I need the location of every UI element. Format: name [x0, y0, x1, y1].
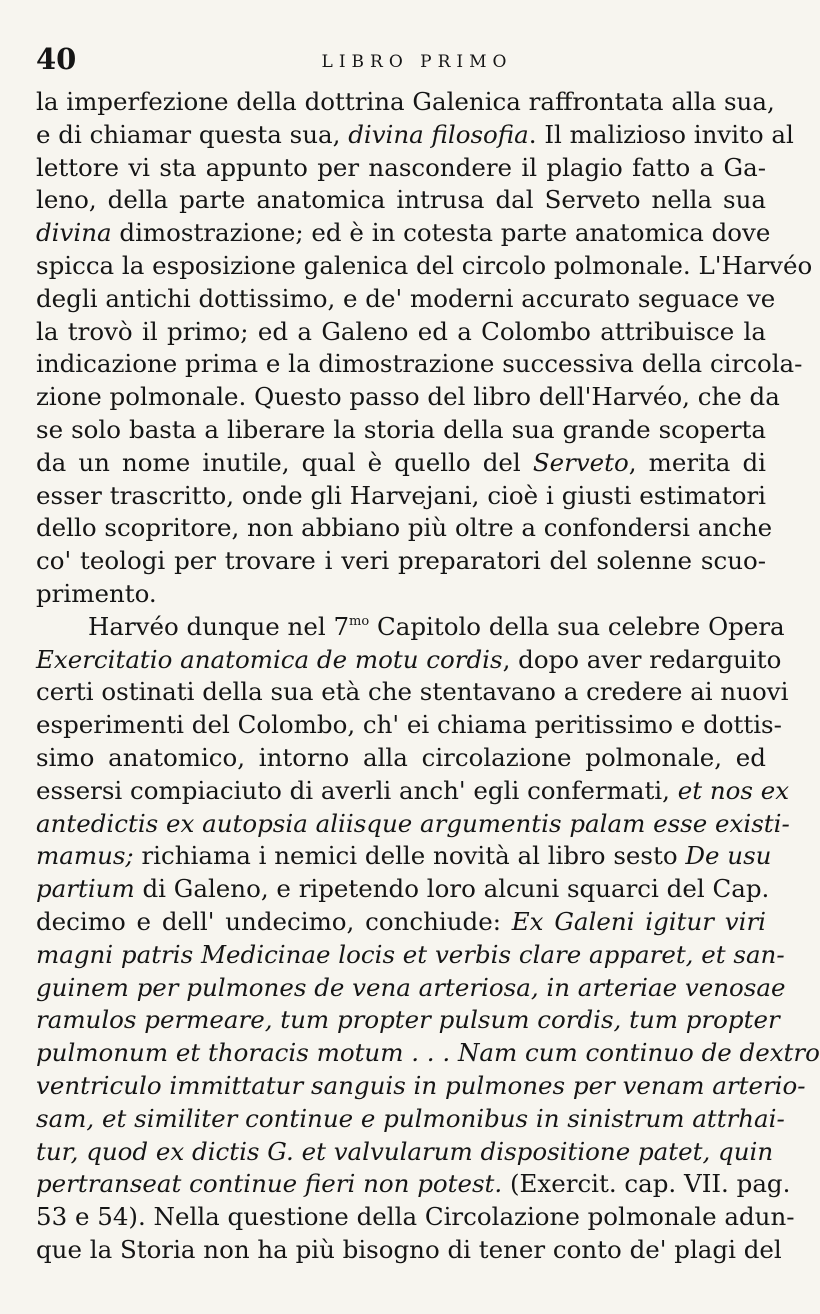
text-segment: essersi compiaciuto di averli anch' egli confermati, — [36, 775, 678, 805]
text-line — [36, 939, 785, 972]
italic-text: ramulos permeare, tum propter pulsum cordis, tum propter — [36, 1005, 780, 1035]
text-segment: Harvéo dunque nel 7 — [88, 611, 350, 641]
text-line — [36, 676, 789, 709]
text-line — [36, 381, 780, 414]
text-segment: esser trascritto, onde gli Harvejani, cioè i giusti estimatori — [36, 480, 766, 510]
text-line — [36, 119, 794, 152]
text-segment: (Exercit. cap. VII. pag. — [502, 1169, 791, 1199]
text-segment: dimostrazione; ed è in cotesta parte anatomica dove — [111, 218, 771, 248]
text-line — [36, 1070, 806, 1103]
italic-text: divina filosofia — [348, 119, 529, 149]
text-segment: decimo e dell' undecimo, conchiude: — [36, 906, 512, 936]
text-line — [36, 742, 766, 775]
text-line — [36, 1037, 820, 1070]
text-segment: spicca la esposizione galenica del circolo polmonale. L'Harvéo — [36, 250, 813, 280]
text-line — [36, 840, 772, 873]
italic-text: Ex Galeni igitur viri — [511, 906, 767, 936]
text-segment: , merita di — [628, 447, 766, 477]
page-number: 40 — [36, 42, 77, 76]
text-line — [36, 1103, 785, 1136]
text-line — [36, 447, 766, 480]
italic-text: partium — [36, 874, 135, 904]
text-line — [36, 775, 790, 808]
text-line — [36, 808, 790, 841]
text-line — [36, 480, 766, 513]
italic-text: ventriculo immittatur sanguis in pulmones per venam arterio- — [36, 1070, 806, 1100]
italic-text: Exercitatio anatomica de motu cordis — [36, 644, 503, 674]
text-segment: co' teologi per trovare i veri preparatori del solenne scuo- — [36, 546, 766, 576]
text-segment: la trovò il primo; ed a Galeno ed a Colombo attribuisce la — [36, 316, 766, 346]
text-line — [36, 1201, 795, 1234]
text-segment: e di chiamar questa sua, — [36, 119, 349, 149]
italic-text: sam, et similiter continue e pulmonibus in sinistrum attrhai- — [36, 1103, 785, 1133]
text-line — [36, 972, 786, 1005]
text-line — [36, 184, 766, 217]
text-segment: . Il malizioso invito al — [528, 119, 794, 149]
text-line — [36, 873, 770, 906]
text-line — [36, 152, 766, 185]
text-line — [36, 250, 813, 283]
text-segment: di Galeno, e ripetendo loro alcuni squarci del Cap. — [134, 874, 770, 904]
running-head: LIBRO PRIMO — [321, 52, 513, 72]
text-line — [36, 414, 766, 447]
text-segment: que la Storia non ha più bisogno di tener conto de' plagi del — [36, 1234, 782, 1264]
text-segment: certi ostinati della sua età che stentavano a credere ai nuovi — [36, 677, 789, 707]
text-line — [36, 611, 785, 644]
text-line — [36, 644, 782, 677]
italic-text: magni patris Medicinae locis et verbis clare apparet, et san- — [36, 939, 785, 969]
italic-text: guinem per pulmones de vena arteriosa, in arteriae venosae — [36, 972, 786, 1002]
text-line — [36, 283, 776, 316]
text-line — [36, 709, 782, 742]
text-line — [36, 1234, 782, 1267]
italic-text: et nos ex — [677, 775, 790, 805]
text-segment: primento. — [36, 578, 157, 608]
italic-text: pulmonum et thoracis motum . . . Nam cum continuo de dextro — [36, 1038, 820, 1068]
italic-text: antedictis ex autopsia aliisque argumentis palam esse existi- — [36, 808, 790, 838]
text-segment: lettore vi sta appunto per nascondere il plagio fatto a Ga- — [36, 152, 766, 182]
text-segment: zione polmonale. Questo passo del libro dell'Harvéo, che da — [36, 382, 780, 412]
page-header — [36, 42, 766, 86]
text-segment: richiama i nemici delle novità al libro sesto — [133, 841, 686, 871]
text-line — [36, 545, 766, 578]
superscript-text: mo — [349, 613, 370, 629]
text-segment: simo anatomico, intorno alla circolazione polmonale, ed — [36, 742, 766, 772]
italic-text: De usu — [685, 841, 772, 871]
italic-text: pertranseat continue fieri non potest. — [36, 1169, 503, 1199]
text-segment: Capitolo della sua celebre Opera — [369, 611, 785, 641]
text-line — [36, 512, 773, 545]
text-line — [36, 1168, 791, 1201]
text-line — [36, 578, 766, 611]
italic-text: tur, quod ex dictis G. et valvularum dispositione patet, quin — [36, 1136, 774, 1166]
italic-text: divina — [36, 218, 112, 248]
italic-text: Serveto — [532, 447, 629, 477]
text-segment: leno, della parte anatomica intrusa dal Serveto nella sua — [36, 185, 766, 215]
text-segment: , dopo aver redarguito — [502, 644, 782, 674]
text-line — [36, 348, 803, 381]
text-segment: indicazione prima e la dimostrazione successiva della circola- — [36, 349, 803, 379]
text-line — [36, 1004, 780, 1037]
text-segment: da un nome inutile, qual è quello del — [36, 447, 533, 477]
italic-text: mamus; — [36, 841, 134, 871]
text-line — [36, 217, 771, 250]
text-line — [36, 316, 766, 349]
text-segment: degli antichi dottissimo, e de' moderni accurato seguace ve — [36, 283, 776, 313]
text-line — [36, 1136, 774, 1169]
text-segment: se solo basta a liberare la storia della sua grande scoperta — [36, 414, 766, 444]
text-segment: la imperfezione della dottrina Galenica raffrontata alla sua, — [36, 87, 775, 116]
body-text — [36, 86, 820, 1267]
text-segment: esperimenti del Colombo, ch' ei chiama peritissimo e dottis- — [36, 710, 782, 740]
text-segment: 53 e 54). Nella questione della Circolazione polmonale adun- — [36, 1202, 795, 1232]
text-segment: dello scopritore, non abbiano più oltre a confondersi anche — [36, 513, 773, 543]
text-line — [36, 906, 766, 939]
text-line — [36, 86, 775, 119]
